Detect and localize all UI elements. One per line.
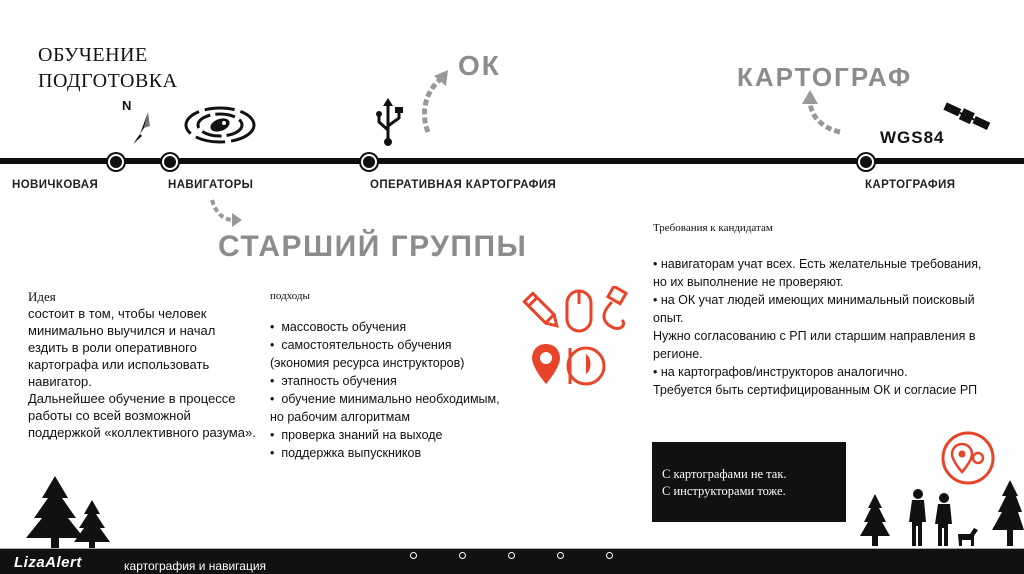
list-item: • обучение минимально необходимым, но рабочим алгоритмам (270, 392, 500, 424)
idea-text: состоит в том, чтобы человек минимально выучился и начал ездить в роли оперативного картографа или использовать навигатор. (28, 306, 216, 389)
usb-icon (374, 98, 406, 148)
slide-dot[interactable] (410, 552, 417, 559)
liza-alert-logo: LizaAlert (14, 554, 82, 571)
list-item: • проверка знаний на выходе (270, 428, 443, 442)
tree-icon (72, 498, 112, 550)
timeline-node-operative (361, 154, 377, 170)
requirement-line: Нужно согласованию с РП или старшим направления в регионе. (653, 329, 976, 361)
compass-n-label: N (122, 98, 132, 113)
requirement-line: • на ОК учат людей имеющих минимальный поисковый опыт. (653, 293, 975, 325)
requirements-heading: Требования к кандидатам (653, 222, 773, 234)
stage-novice: НОВИЧКОВАЯ (12, 179, 99, 191)
starshiy-label: СТАРШИЙ ГРУППЫ (218, 230, 528, 263)
arrow-down-right-icon (208, 196, 244, 232)
requirement-line: • на картографов/инструкторов аналогично. (653, 365, 908, 379)
tree-icon (990, 478, 1024, 548)
stage-navigators: НАВИГАТОРЫ (168, 179, 254, 191)
timeline-node-navigators (162, 154, 178, 170)
page-title: ОБУЧЕНИЕ ПОДГОТОВКА (38, 44, 178, 92)
slide-dot[interactable] (606, 552, 613, 559)
wgs84-label: WGS84 (880, 128, 945, 147)
requirement-line: Требуется быть сертифицированным ОК и согласие РП (653, 383, 978, 397)
ok-label: ОК (458, 50, 501, 81)
pencil-icon (522, 290, 562, 332)
kartograf-label: КАРТОГРАФ (737, 62, 913, 92)
mouse-icon (564, 288, 594, 334)
stage-operative: ОПЕРАТИВНАЯ КАРТОГРАФИЯ (370, 179, 557, 191)
note-box (652, 442, 846, 522)
footer-caption: картография и навигация (124, 559, 267, 573)
timeline-node-cartography (858, 154, 874, 170)
slide-dot[interactable] (459, 552, 466, 559)
timeline-node-novice (108, 154, 124, 170)
people-with-dog-icon (904, 488, 984, 548)
map-pin-icon (530, 342, 562, 386)
cutlery-icon (560, 344, 606, 388)
list-item: • этапность обучения (270, 374, 397, 388)
list-item: • поддержка выпускников (270, 446, 422, 460)
requirements-block (653, 255, 993, 399)
note-line-2: С инструкторами тоже. (662, 484, 786, 498)
requirement-line: • навигаторам учат всех. Есть желательные требования, но их выполнение не проверяют. (653, 257, 982, 289)
approaches-list (270, 318, 510, 462)
slide-dot[interactable] (557, 552, 564, 559)
stage-cartography: КАРТОГРАФИЯ (865, 179, 956, 191)
arrow-up-left-icon (796, 88, 846, 138)
satellite-icon (940, 102, 992, 134)
usb-cable-icon (596, 286, 632, 332)
compass-icon (118, 98, 158, 146)
location-circle-icon (940, 430, 996, 486)
arrow-up-icon (414, 66, 454, 136)
list-item: • массовость обучения (270, 320, 407, 334)
idea-text-2: Дальнейшее обучение в процессе работы со всей возможной поддержкой «коллективного разума». (28, 391, 256, 440)
list-item: • самостоятельность обучения (экономия ресурса инструкторов) (270, 338, 465, 370)
slide-dot[interactable] (508, 552, 515, 559)
approaches-heading: подходы (270, 290, 310, 302)
target-icon (182, 100, 258, 150)
note-line-1: С картографами не так. (662, 467, 787, 481)
idea-block (28, 288, 258, 441)
idea-heading: Идея (28, 289, 56, 304)
tree-icon (858, 492, 892, 548)
